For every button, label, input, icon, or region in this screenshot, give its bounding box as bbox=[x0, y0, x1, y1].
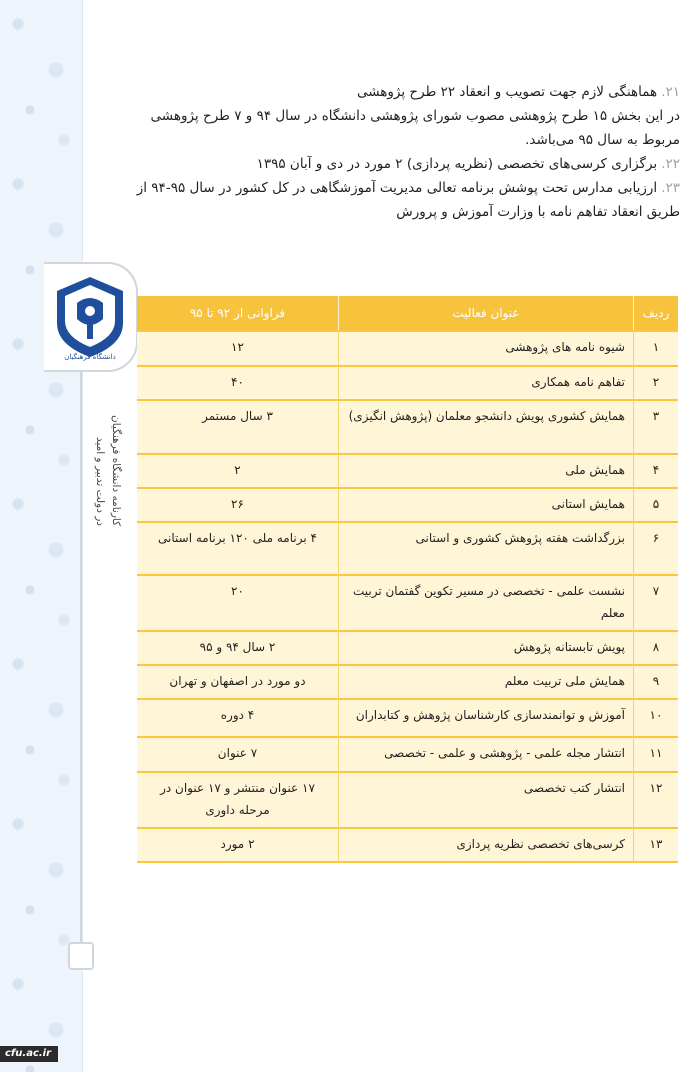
row-frequency: ۲ سال ۹۴ و ۹۵ bbox=[137, 630, 338, 664]
row-number: ۱۲ bbox=[633, 771, 678, 827]
row-activity: همایش ملی تربیت معلم bbox=[338, 664, 633, 698]
paragraph-text: برگزاری کرسی‌های تخصصی (نظریه پردازی) ۲ مورد در دی و آبان ۱۳۹۵ bbox=[256, 156, 658, 172]
item-number: ۲۱. bbox=[661, 84, 680, 100]
row-number: ۵ bbox=[633, 487, 678, 521]
table-row bbox=[137, 365, 678, 399]
row-activity: پویش تابستانه پژوهش bbox=[338, 630, 633, 664]
site-tag: cfu.ac.ir bbox=[0, 1046, 58, 1062]
row-frequency: ۴ برنامه ملی ۱۲۰ برنامه استانی bbox=[137, 521, 338, 574]
row-frequency: ۴۰ bbox=[137, 365, 338, 399]
item-number: ۲۳. bbox=[661, 180, 680, 196]
table-row bbox=[137, 453, 678, 487]
table-row bbox=[137, 664, 678, 698]
table-row bbox=[137, 330, 678, 365]
row-number: ۲ bbox=[633, 365, 678, 399]
table-row bbox=[137, 827, 678, 863]
row-activity: بزرگداشت هفته پژوهش کشوری و استانی bbox=[338, 521, 633, 574]
side-divider bbox=[80, 370, 82, 950]
row-number: ۱ bbox=[633, 330, 678, 365]
paragraph-22 bbox=[118, 152, 680, 176]
item-number: ۲۲. bbox=[661, 156, 680, 172]
logo-tab bbox=[44, 262, 138, 372]
side-caption-line2: در دولت تدبیر و امید bbox=[94, 437, 106, 526]
paragraph-text: در این بخش ۱۵ طرح پژوهشی مصوب شورای پژوهشی دانشگاه در سال ۹۴ و ۷ طرح پژوهشی مربوط به سال ۹۵ می‌باشد. bbox=[150, 108, 680, 148]
row-activity: نشست علمی - تخصصی در مسیر تکوین گفتمان تربیت معلم bbox=[338, 574, 633, 630]
row-frequency: ۱۲ bbox=[137, 330, 338, 365]
row-activity: انتشار کتب تخصصی bbox=[338, 771, 633, 827]
row-number: ۴ bbox=[633, 453, 678, 487]
side-caption bbox=[88, 376, 124, 526]
row-frequency: ۱۷ عنوان منتشر و ۱۷ عنوان در مرحله داوری bbox=[137, 771, 338, 827]
table-row bbox=[137, 630, 678, 664]
table-row bbox=[137, 399, 678, 453]
table-row bbox=[137, 574, 678, 630]
row-activity: همایش کشوری پویش دانشجو معلمان (پژوهش انگیزی) bbox=[338, 399, 633, 453]
paragraph-21 bbox=[118, 80, 680, 104]
table-row bbox=[137, 771, 678, 827]
paragraph-21-detail bbox=[118, 104, 680, 152]
table-row bbox=[137, 521, 678, 574]
table-row bbox=[137, 487, 678, 521]
page-number-badge bbox=[68, 942, 94, 970]
decorative-side-strip bbox=[0, 0, 83, 1072]
header-activity: عنوان فعالیت bbox=[338, 296, 633, 330]
body-text bbox=[118, 80, 680, 224]
header-frequency: فراوانی از ۹۲ تا ۹۵ bbox=[137, 296, 338, 330]
header-row-number: ردیف bbox=[633, 296, 678, 330]
row-frequency: ۲ bbox=[137, 453, 338, 487]
row-activity: شیوه نامه های پژوهشی bbox=[338, 330, 633, 365]
row-number: ۱۰ bbox=[633, 698, 678, 736]
paragraph-23 bbox=[118, 176, 680, 224]
row-number: ۱۳ bbox=[633, 827, 678, 863]
table-row bbox=[137, 698, 678, 736]
row-activity: انتشار مجله علمی - پژوهشی و علمی - تخصصی bbox=[338, 736, 633, 771]
university-logo-icon bbox=[49, 273, 131, 361]
row-frequency: ۲۰ bbox=[137, 574, 338, 630]
row-number: ۷ bbox=[633, 574, 678, 630]
row-frequency: ۲۶ bbox=[137, 487, 338, 521]
row-activity: همایش ملی bbox=[338, 453, 633, 487]
row-number: ۸ bbox=[633, 630, 678, 664]
row-frequency: ۲ مورد bbox=[137, 827, 338, 863]
row-number: ۳ bbox=[633, 399, 678, 453]
table-header-row bbox=[137, 296, 678, 330]
activities-table bbox=[137, 296, 678, 863]
side-caption-line1: کارنامه دانشگاه فرهنگیان bbox=[110, 414, 122, 526]
row-number: ۹ bbox=[633, 664, 678, 698]
paragraph-text: ارزیابی مدارس تحت پوشش برنامه تعالی مدیریت آموزشگاهی در کل کشور در سال ۹۵-۹۴ از طریق انعقاد تفاهم نامه با وزارت آموزش و پرورش bbox=[136, 180, 680, 220]
row-frequency: دو مورد در اصفهان و تهران bbox=[137, 664, 338, 698]
paragraph-text: هماهنگی لازم جهت تصویب و انعقاد ۲۲ طرح پژوهشی bbox=[356, 84, 658, 100]
row-number: ۶ bbox=[633, 521, 678, 574]
row-number: ۱۱ bbox=[633, 736, 678, 771]
row-frequency: ۳ سال مستمر bbox=[137, 399, 338, 453]
row-activity: آموزش و توانمندسازی کارشناسان پژوهش و کتابداران bbox=[338, 698, 633, 736]
row-activity: تفاهم نامه همکاری bbox=[338, 365, 633, 399]
svg-text:دانشگاه فرهنگیان: دانشگاه فرهنگیان bbox=[64, 353, 116, 361]
row-activity: همایش استانی bbox=[338, 487, 633, 521]
row-frequency: ۷ عنوان bbox=[137, 736, 338, 771]
row-activity: کرسی‌های تخصصی نظریه پردازی bbox=[338, 827, 633, 863]
row-frequency: ۴ دوره bbox=[137, 698, 338, 736]
table-row bbox=[137, 736, 678, 771]
